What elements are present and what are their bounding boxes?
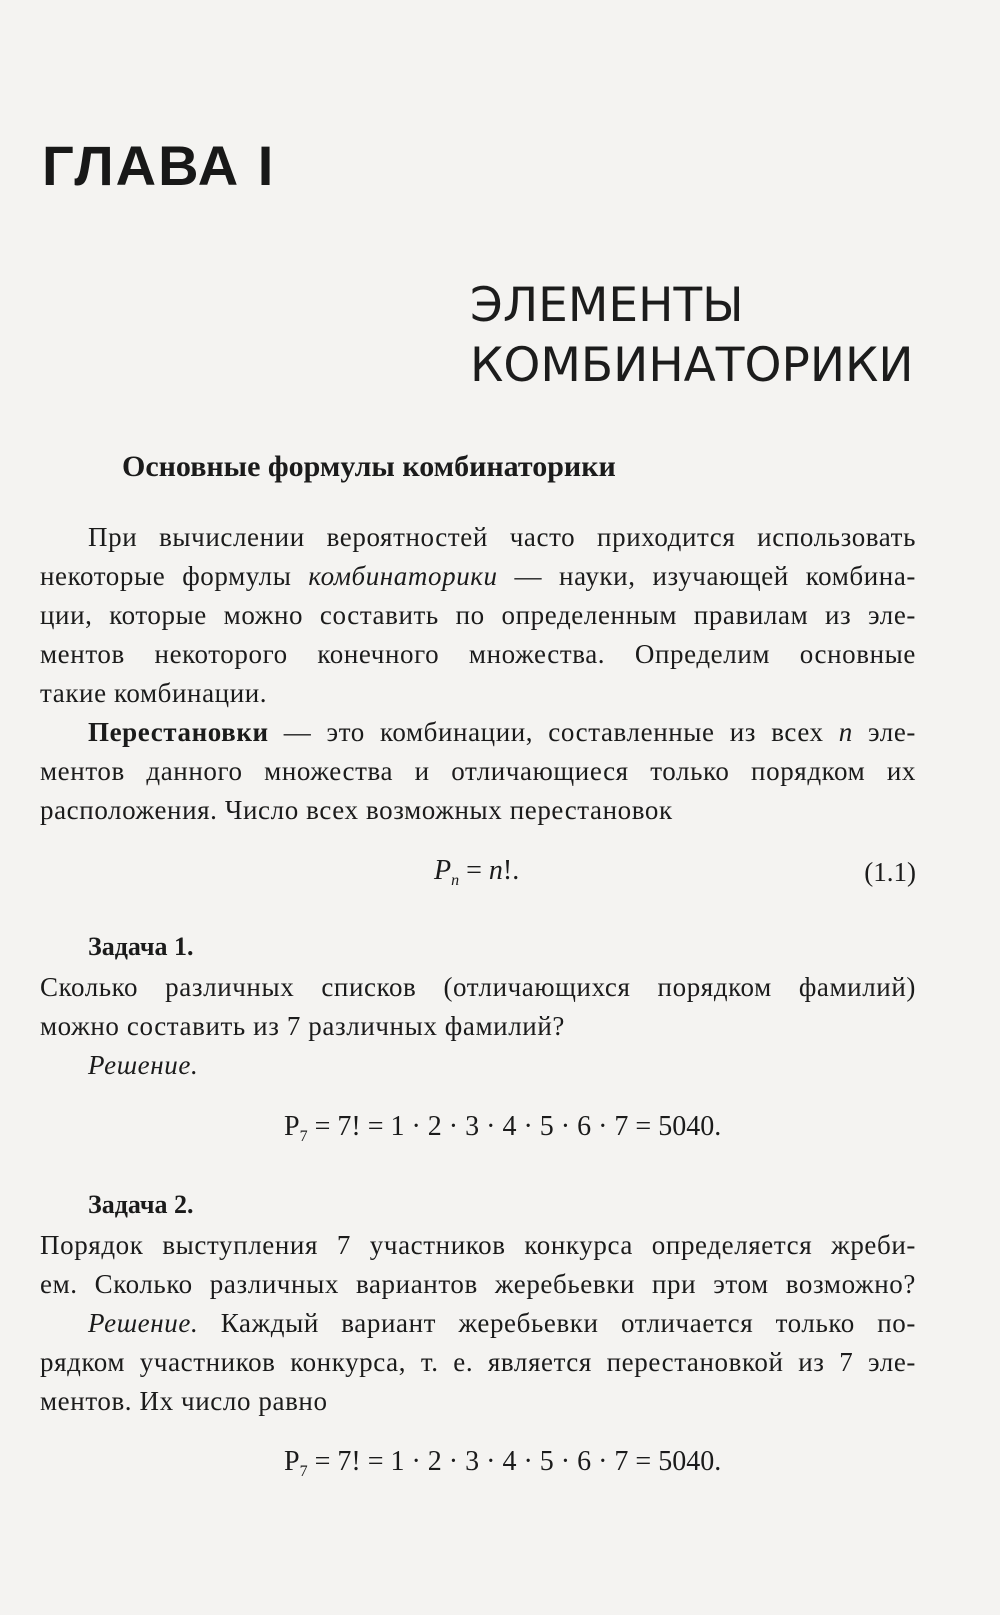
task-1-solution-label: Решение. (88, 1050, 199, 1080)
task-2-formula-lhs: P (284, 1446, 300, 1477)
intro-line-4: ментов некоторого конечного множества. Определим основные (40, 639, 916, 669)
formula-1-1-rhs-end: !. (502, 855, 520, 886)
permutations-line-1-text: — это комбинации, составленные из всех (268, 717, 839, 747)
intro-line-2-start: некоторые формулы (40, 561, 309, 591)
term-permutations: Перестановки (88, 717, 269, 747)
intro-line-2-end: — науки, изучающей комбина- (497, 561, 916, 591)
part-title (470, 276, 914, 396)
part-title-line-2: КОМБИНАТОРИКИ (470, 338, 914, 393)
task-1-formula-rhs: = 7! = 1 · 2 · 3 · 4 · 5 · 6 · 7 = 5040. (307, 1111, 722, 1142)
task-2-solution-line-3: ментов. Их число равно (40, 1386, 328, 1416)
task-1-solution-line (40, 1046, 916, 1085)
intro-paragraph (40, 518, 916, 713)
task-2-solution-text-1: Каждый вариант жеребьевки отличается только по- (198, 1308, 916, 1338)
intro-line-2 (40, 557, 916, 596)
section-title: Основные формулы комбинаторики (122, 450, 616, 483)
task-2-solution-line-2: рядком участников конкурса, т. е. является перестановкой из 7 эле- (40, 1347, 916, 1377)
task-1-statement (40, 968, 916, 1085)
task-2-line-2: ем. Сколько различных вариантов жеребьевки при этом возможно? (40, 1269, 916, 1299)
part-title-line-1: ЭЛЕМЕНТЫ (470, 278, 744, 333)
task-2-statement (40, 1226, 916, 1421)
formula-1-1-lhs: P (434, 855, 452, 886)
task-2-line-1: Порядок выступления 7 участников конкурса определяется жреби- (40, 1230, 916, 1260)
permutations-line-1-end: эле- (852, 717, 916, 747)
formula-1-1-subscript: n (451, 872, 460, 889)
task-1-line-2: можно составить из 7 различных фамилий? (40, 1011, 565, 1041)
chapter-heading: ГЛАВА I (42, 134, 276, 197)
task-1-line-1: Сколько различных списков (отличающихся порядком фамилий) (40, 972, 916, 1002)
variable-n: n (838, 717, 853, 747)
permutations-line-3: расположения. Число всех возможных перестановок (40, 795, 673, 825)
task-1-title: Задача 1. (88, 932, 194, 961)
task-2-formula (284, 1448, 721, 1480)
permutations-line-1 (40, 713, 916, 752)
permutations-paragraph (40, 713, 916, 830)
intro-line-5: такие комбинации. (40, 678, 268, 708)
task-2-title: Задача 2. (88, 1190, 194, 1219)
permutations-line-2: ментов данного множества и отличающиеся только порядком их (40, 756, 916, 786)
formula-1-1-rhs-var: n (488, 855, 503, 886)
intro-line-3: ции, которые можно составить по определенным правилам из эле- (40, 600, 916, 630)
task-2-formula-rhs: = 7! = 1 · 2 · 3 · 4 · 5 · 6 · 7 = 5040. (307, 1446, 722, 1477)
equation-number: (1.1) (864, 857, 916, 887)
task-2-solution-line-1 (40, 1304, 916, 1343)
task-2-solution-label: Решение. (88, 1308, 199, 1338)
term-combinatorics: комбинаторики (308, 561, 498, 591)
intro-line-1: При вычислении вероятностей часто приходится использовать (88, 522, 916, 552)
task-2-formula-subscript: 7 (299, 1463, 308, 1480)
task-1-formula-lhs: P (284, 1111, 300, 1142)
task-1-formula-subscript: 7 (299, 1128, 308, 1145)
formula-1-1-equals: = (459, 855, 489, 886)
task-1-formula (284, 1113, 721, 1145)
formula-1-1 (434, 857, 519, 889)
